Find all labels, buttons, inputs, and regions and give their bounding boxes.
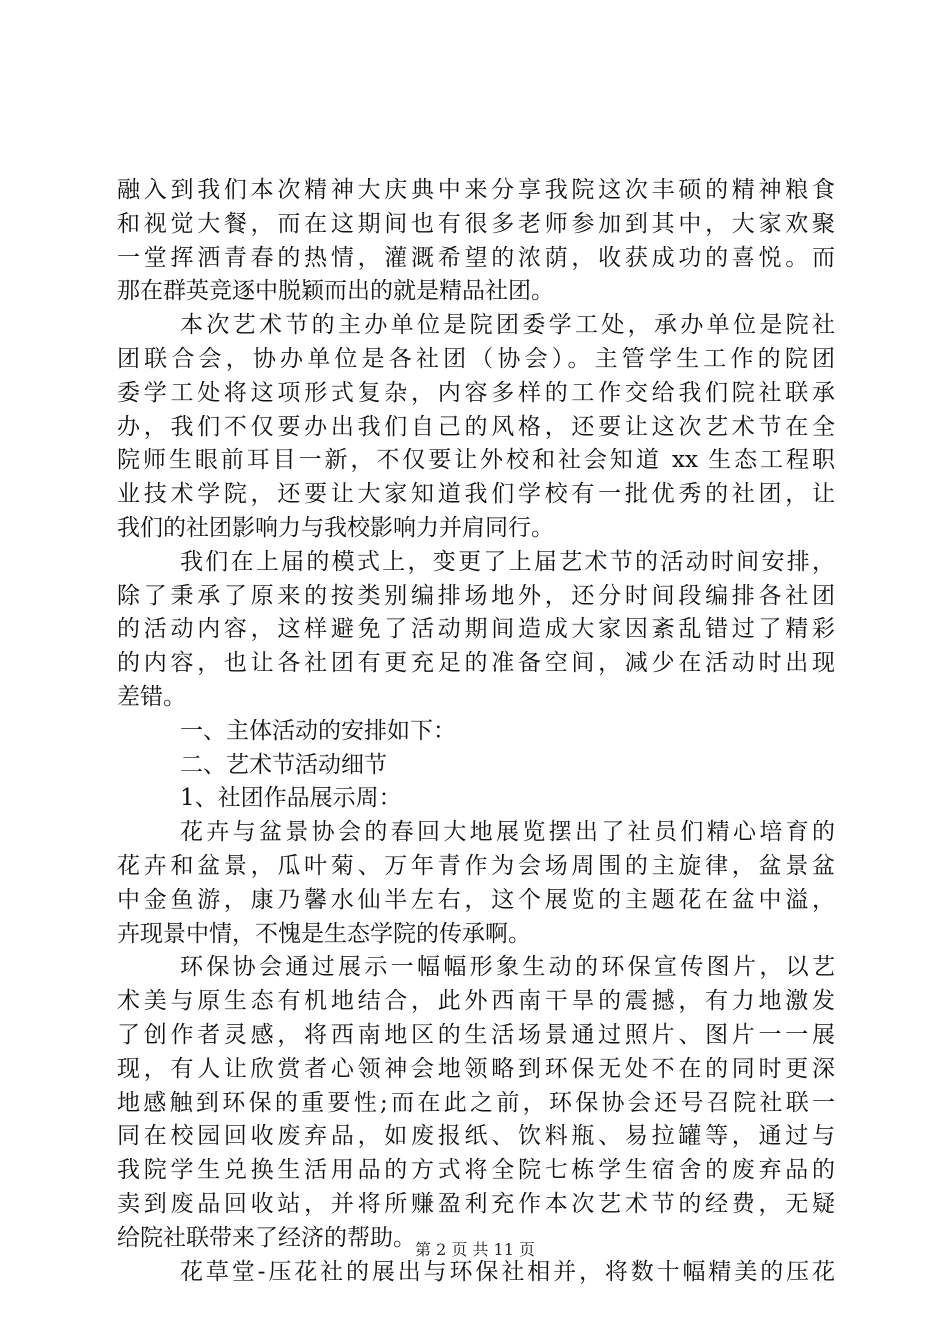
text-line: 差错。 [117,683,186,710]
text-line: 院师生眼前耳目一新，不仅要让外校和社会知道 xx 生态工程职 [117,447,835,474]
text-line: 中金鱼游，康乃馨水仙半左右，这个展览的主题花在盆中溢， [117,886,835,913]
body-text [117,174,835,1289]
text-line: 花草堂-压花社的展出与环保社相并，将数十幅精美的压花 [180,1258,835,1285]
subsection-heading: 1、社团作品展示周： [180,785,402,812]
text-line: 现，有人让欣赏者心领神会地领略到环保无处不在的同时更深 [117,1055,835,1082]
text-line: 我们的社团影响力与我校影响力并肩同行。 [117,514,554,541]
text-line: 和视觉大餐，而在这期间也有很多老师参加到其中，大家欢聚 [117,210,835,237]
text-line: 同在校园回收废弃品，如废报纸、饮料瓶、易拉罐等，通过与 [117,1123,835,1150]
text-line: 的内容，也让各社团有更充足的准备空间，减少在活动时出现 [117,650,835,677]
text-line: 那在群英竞逐中脱颖而出的就是精品社团。 [117,278,554,305]
page-number-footer: 第 2 页 共 11 页 [415,1240,535,1259]
text-line: 环保协会通过展示一幅幅形象生动的环保宣传图片，以艺 [180,954,835,981]
text-line: 术美与原生态有机地结合，此外西南干旱的震撼，有力地激发 [117,988,835,1015]
text-line: 融入到我们本次精神大庆典中来分享我院这次丰硕的精神粮食 [117,177,835,203]
text-line: 除了秉承了原来的按类别编排场地外，还分时间段编排各社团 [117,582,835,609]
text-line: 的活动内容，这样避免了活动期间造成大家因紊乱错过了精彩 [117,616,835,643]
text-line: 一堂挥洒青春的热情，灌溉希望的浓荫，收获成功的喜悦。而 [117,244,835,271]
text-line: 花卉和盆景，瓜叶菊、万年青作为会场周围的主旋律，盆景盆 [117,852,835,879]
text-line: 委学工处将这项形式复杂，内容多样的工作交给我们院社联承 [117,379,835,406]
text-line: 本次艺术节的主办单位是院团委学工处，承办单位是院社 [180,312,835,339]
text-line: 卖到废品回收站，并将所赚盈利充作本次艺术节的经费，无疑 [117,1190,835,1217]
text-line: 业技术学院，还要让大家知道我们学校有一批优秀的社团，让 [117,481,835,508]
text-line: 了创作者灵感，将西南地区的生活场景通过照片、图片一一展 [117,1021,835,1048]
text-line: 花卉与盆景协会的春回大地展览摆出了社员们精心培育的 [180,819,835,846]
text-line: 卉现景中情，不愧是生态学院的传承啊。 [117,920,531,947]
text-line: 团联合会，协办单位是各社团（协会）。主管学生工作的院团 [117,345,835,372]
section-heading: 一、主体活动的安排如下： [180,717,456,744]
text-line: 我院学生兑换生活用品的方式将全院七栋学生宿舍的废弃品的 [117,1157,835,1184]
section-heading: 二、艺术节活动细节 [180,751,387,778]
text-line: 给院社联带来了经济的帮助。 [117,1224,416,1251]
text-line: 办，我们不仅要办出我们自己的风格，还要让这次艺术节在全 [117,413,835,440]
text-line: 我们在上届的模式上，变更了上届艺术节的活动时间安排， [180,548,835,575]
text-line: 地感触到环保的重要性;而在此之前，环保协会还号召院社联一 [117,1089,835,1116]
